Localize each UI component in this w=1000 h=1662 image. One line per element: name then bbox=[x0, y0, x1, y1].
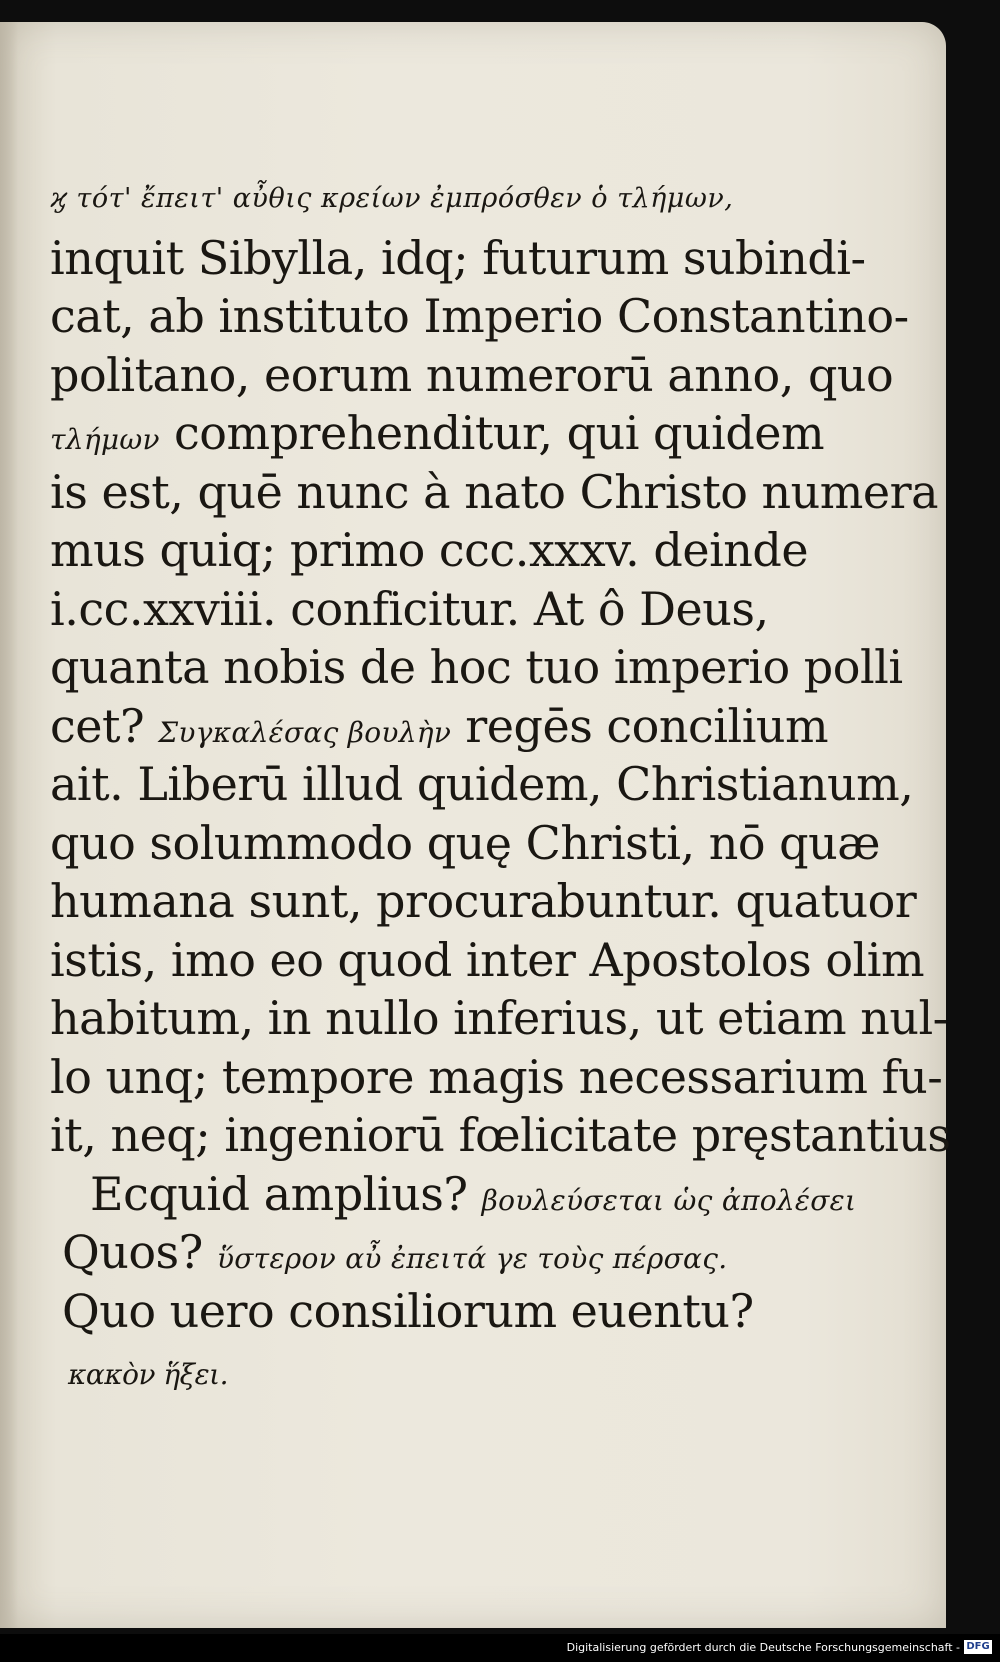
text-line-10 bbox=[50, 697, 870, 756]
text-line-20: Quo uero consiliorum euentu? bbox=[62, 1283, 754, 1338]
greek-word: τλήμων bbox=[50, 423, 160, 456]
page-gutter-shadow bbox=[0, 22, 18, 1628]
text-line-16: lo unq; tempore magis necessarium fu- bbox=[50, 1049, 943, 1104]
dfg-logo: DFG bbox=[964, 1640, 992, 1654]
text-line-17: it, neq; ingeniorū fœlicitate pręstantius bbox=[50, 1108, 951, 1162]
text-line-18 bbox=[50, 1165, 870, 1224]
text-line-15: habitum, in nullo inferius, ut etiam nul- bbox=[50, 991, 948, 1045]
greek-phrase: ὕστερον αὖ ἐπειτά γε τοὺς πέρσας. bbox=[216, 1242, 728, 1275]
text-line-2: inquit Sibylla, idq; futurum subindi- bbox=[50, 230, 866, 285]
text-line-8: i.cc.xxviii. conficitur. At ô Deus, bbox=[50, 581, 769, 636]
greek-phrase: Συγκαλέσας βουλὴν bbox=[158, 715, 452, 749]
latin-text: cet? bbox=[50, 698, 159, 753]
text-line-11: ait. Liberū illud quidem, Christianum, bbox=[50, 757, 914, 811]
text-line-21: κακὸν ἥξει. bbox=[68, 1358, 229, 1391]
text-line-6: is est, quē nunc à nato Christo numera bbox=[50, 464, 939, 519]
text-line-3: cat, ab instituto Imperio Constantino- bbox=[50, 289, 909, 343]
latin-text: comprehenditur, qui quidem bbox=[159, 406, 825, 460]
greek-phrase: βουλεύσεται ὡς ἀπολέσει bbox=[481, 1183, 857, 1217]
footer-credit: Digitalisierung gefördert durch die Deutsche Forschungsgemeinschaft - bbox=[566, 1641, 960, 1654]
text-line-7: mus quiq; primo ccc.xxxv. deinde bbox=[50, 523, 809, 577]
text-line-9: quanta nobis de hoc tuo imperio polli bbox=[50, 640, 903, 694]
book-page bbox=[0, 22, 951, 1628]
text-line-12: quo solummodo quę Christi, nō quæ bbox=[50, 815, 880, 870]
page-text bbox=[50, 170, 951, 1405]
latin-text: regēs concilium bbox=[451, 698, 829, 753]
text-line-4: politano, eorum numerorū anno, quo bbox=[50, 347, 894, 402]
text-line-5 bbox=[50, 404, 870, 463]
footer-bar bbox=[0, 1634, 1000, 1662]
latin-text: Ecquid amplius? bbox=[90, 1166, 482, 1221]
text-line-14: istis, imo eo quod inter Apostolos olim bbox=[50, 932, 925, 987]
text-line-1: ϗ τότ' ἔπειτ' αὖθις κρείων ἐμπρόσθεν ὁ τλήμων, bbox=[50, 183, 734, 214]
text-line-13: humana sunt, procurabuntur. quatuor bbox=[50, 874, 917, 928]
text-line-19 bbox=[50, 1223, 870, 1282]
latin-text: Quos? bbox=[62, 1225, 217, 1279]
